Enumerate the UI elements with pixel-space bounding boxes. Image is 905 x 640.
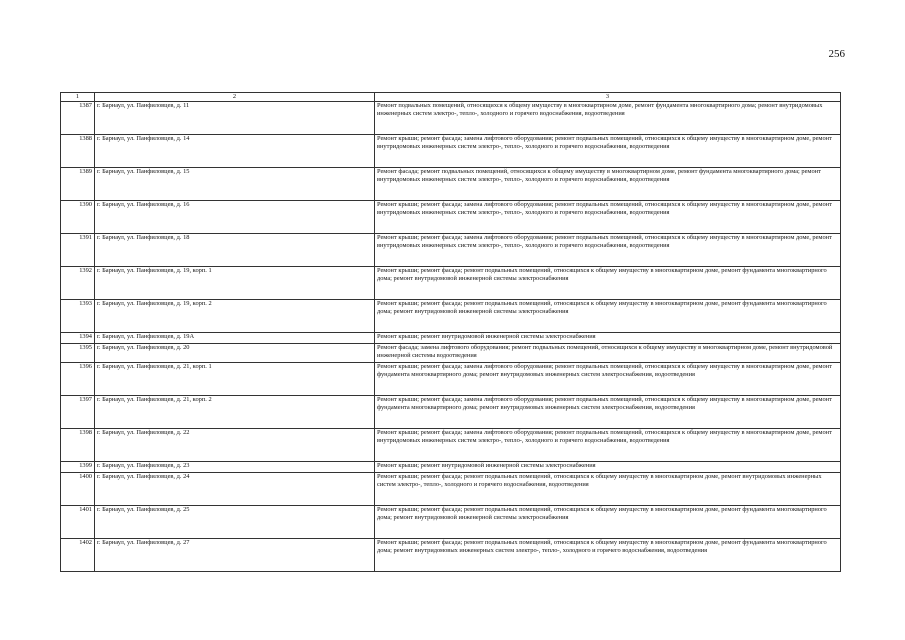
address-cell: г. Барнаул, ул. Панфиловцев, д. 27	[95, 539, 375, 572]
row-number-cell: 1395	[61, 344, 95, 363]
works-cell: Ремонт крыши; ремонт внутридомовой инженерной системы электроснабжения	[375, 333, 841, 344]
table-row	[61, 300, 841, 333]
works-cell: Ремонт крыши; ремонт фасада; замена лифтового оборудования; ремонт подвальных помещений, относящихся к общему имуществу в многоквартирном доме, ремонт внутридомовых инженерных систем электро-, тепло-, холодного и горячего водоснабжения, водоотведения	[375, 429, 841, 462]
works-cell: Ремонт крыши; ремонт фасада; замена лифтового оборудования; ремонт подвальных помещений, относящихся к общему имуществу в многоквартирном доме, ремонт фундамента многоквартирного дома; ремонт внутридомовых инженерных систем электроснабжения, водоотведения	[375, 396, 841, 429]
table-row	[61, 539, 841, 572]
address-cell: г. Барнаул, ул. Панфиловцев, д. 14	[95, 135, 375, 168]
address-cell: г. Барнаул, ул. Панфиловцев, д. 22	[95, 429, 375, 462]
address-cell: г. Барнаул, ул. Панфиловцев, д. 23	[95, 462, 375, 473]
address-cell: г. Барнаул, ул. Панфиловцев, д. 18	[95, 234, 375, 267]
works-cell: Ремонт крыши; ремонт фасада; замена лифтового оборудования; ремонт подвальных помещений, относящихся к общему имуществу в многоквартирном доме, ремонт внутридомовых инженерных систем электро-, тепло-, холодного и горячего водоснабжения, водоотведения	[375, 135, 841, 168]
address-cell: г. Барнаул, ул. Панфиловцев, д. 19А	[95, 333, 375, 344]
row-number-cell: 1401	[61, 506, 95, 539]
table-row	[61, 333, 841, 344]
column-header-3: 3	[375, 93, 841, 102]
page-number: 256	[828, 48, 845, 60]
address-cell: г. Барнаул, ул. Панфиловцев, д. 16	[95, 201, 375, 234]
address-cell: г. Барнаул, ул. Панфиловцев, д. 15	[95, 168, 375, 201]
row-number-cell: 1402	[61, 539, 95, 572]
table-row	[61, 396, 841, 429]
works-cell: Ремонт крыши; ремонт фасада; замена лифтового оборудования; ремонт подвальных помещений, относящихся к общему имуществу в многоквартирном доме, ремонт фундамента многоквартирного дома; ремонт внутридомовых инженерных систем электроснабжения, водоотведения	[375, 363, 841, 396]
table-row	[61, 429, 841, 462]
row-number-cell: 1394	[61, 333, 95, 344]
table-row	[61, 168, 841, 201]
address-cell: г. Барнаул, ул. Панфиловцев, д. 11	[95, 102, 375, 135]
table-row	[61, 135, 841, 168]
works-cell: Ремонт фасада; ремонт подвальных помещений, относящихся к общему имуществу в многоквартирном доме, ремонт фундамента многоквартирного дома; ремонт внутридомовых инженерных систем электро-, тепло-, холодного и горячего водоснабжения, водоотведения	[375, 168, 841, 201]
address-cell: г. Барнаул, ул. Панфиловцев, д. 25	[95, 506, 375, 539]
address-cell: г. Барнаул, ул. Панфиловцев, д. 20	[95, 344, 375, 363]
table-row	[61, 267, 841, 300]
table-row	[61, 363, 841, 396]
works-cell: Ремонт крыши; ремонт фасада; ремонт подвальных помещений, относящихся к общему имуществу в многоквартирном доме, ремонт фундамента многоквартирного дома; ремонт внутридомовых инженерных систем электро-, тепло-, холодного и горячего водоснабжения, водоотведения	[375, 539, 841, 572]
works-cell: Ремонт крыши; ремонт фасада; ремонт подвальных помещений, относящихся к общему имуществу в многоквартирном доме, ремонт фундамента многоквартирного дома; ремонт внутридомовой инженерной системы электроснабжения	[375, 300, 841, 333]
address-cell: г. Барнаул, ул. Панфиловцев, д. 24	[95, 473, 375, 506]
row-number-cell: 1390	[61, 201, 95, 234]
row-number-cell: 1387	[61, 102, 95, 135]
row-number-cell: 1391	[61, 234, 95, 267]
works-cell: Ремонт крыши; ремонт фасада; ремонт подвальных помещений, относящихся к общему имуществу в многоквартирном доме, ремонт фундамента многоквартирного дома; ремонт внутридомовой инженерной системы электроснабжения	[375, 506, 841, 539]
row-number-cell: 1388	[61, 135, 95, 168]
works-cell: Ремонт крыши; ремонт внутридомовой инженерной системы электроснабжения	[375, 462, 841, 473]
column-header-2: 2	[95, 93, 375, 102]
table-row	[61, 201, 841, 234]
row-number-cell: 1399	[61, 462, 95, 473]
housing-repair-table	[60, 92, 841, 572]
table-row	[61, 473, 841, 506]
table-row	[61, 344, 841, 363]
column-header-1: 1	[61, 93, 95, 102]
table-row	[61, 462, 841, 473]
table-body	[61, 102, 841, 572]
address-cell: г. Барнаул, ул. Панфиловцев, д. 19, корп. 2	[95, 300, 375, 333]
address-cell: г. Барнаул, ул. Панфиловцев, д. 21, корп. 1	[95, 363, 375, 396]
row-number-cell: 1397	[61, 396, 95, 429]
works-cell: Ремонт крыши; ремонт фасада; ремонт подвальных помещений, относящихся к общему имуществу в многоквартирном доме, ремонт внутридомовых инженерных систем электро-, тепло-, холодного и горячего водоснабжения, водоотведения	[375, 473, 841, 506]
table-row	[61, 234, 841, 267]
table-row	[61, 506, 841, 539]
address-cell: г. Барнаул, ул. Панфиловцев, д. 21, корп. 2	[95, 396, 375, 429]
row-number-cell: 1392	[61, 267, 95, 300]
row-number-cell: 1398	[61, 429, 95, 462]
row-number-cell: 1393	[61, 300, 95, 333]
works-cell: Ремонт фасада; замена лифтового оборудования; ремонт подвальных помещений, относящихся к общему имуществу в многоквартирном доме, ремонт внутридомовой инженерной системы водоотведения	[375, 344, 841, 363]
row-number-cell: 1400	[61, 473, 95, 506]
row-number-cell: 1396	[61, 363, 95, 396]
works-cell: Ремонт подвальных помещений, относящихся к общему имуществу в многоквартирном доме, ремонт фундамента многоквартирного дома; ремонт внутридомовых инженерных систем электро-, тепло-, холодного и горячего водоснабжения, водоотведения	[375, 102, 841, 135]
table-row	[61, 102, 841, 135]
row-number-cell: 1389	[61, 168, 95, 201]
column-number-row	[61, 93, 841, 102]
works-cell: Ремонт крыши; ремонт фасада; замена лифтового оборудования; ремонт подвальных помещений, относящихся к общему имуществу в многоквартирном доме, ремонт внутридомовых инженерных систем электро-, тепло-, холодного и горячего водоснабжения, водоотведения	[375, 201, 841, 234]
address-cell: г. Барнаул, ул. Панфиловцев, д. 19, корп. 1	[95, 267, 375, 300]
works-cell: Ремонт крыши; ремонт фасада; замена лифтового оборудования; ремонт подвальных помещений, относящихся к общему имуществу в многоквартирном доме, ремонт внутридомовых инженерных систем электро-, тепло-, холодного и горячего водоснабжения, водоотведения	[375, 234, 841, 267]
works-cell: Ремонт крыши; ремонт фасада; ремонт подвальных помещений, относящихся к общему имуществу в многоквартирном доме, ремонт фундамента многоквартирного дома; ремонт внутридомовой инженерной системы электроснабжения	[375, 267, 841, 300]
